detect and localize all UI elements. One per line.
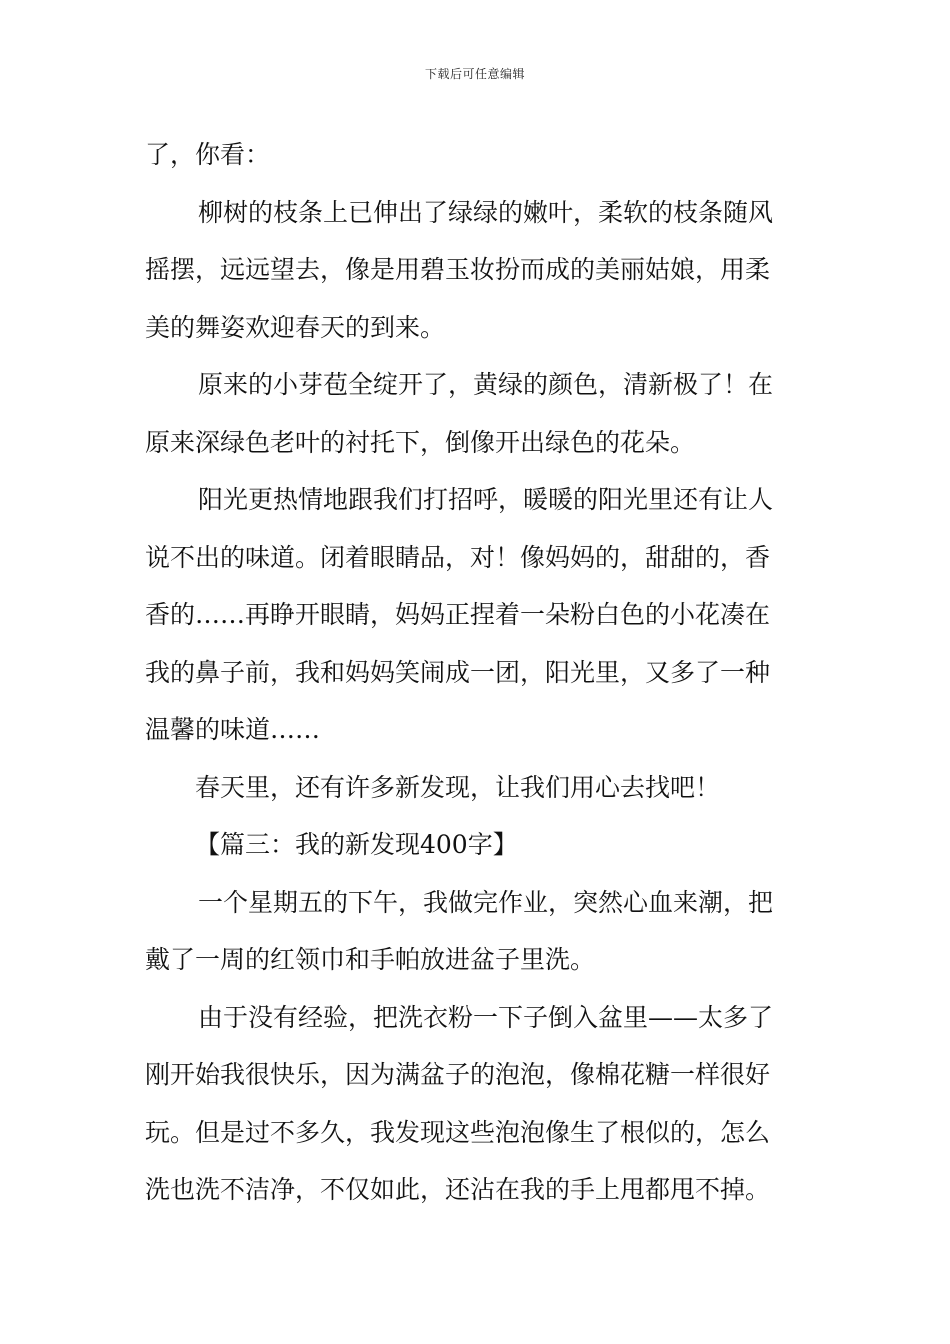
text-line: 戴了一周的红领巾和手帕放进盆子里洗。	[145, 945, 596, 974]
text-line: 洗也洗不洁净，不仅如此，还沾在我的手上甩都甩不掉。	[145, 1175, 771, 1204]
section-heading: 【篇三：我的新发现400字】	[195, 830, 518, 859]
text-line: 温馨的味道……	[145, 715, 321, 744]
text-line: 柳树的枝条上已伸出了绿绿的嫩叶，柔软的枝条随风	[198, 197, 774, 227]
text-line: 玩。但是过不多久，我发现这些泡泡像生了根似的，怎么	[145, 1117, 771, 1147]
text-line: 由于没有经验，把洗衣粉一下子倒入盆里——太多了	[198, 1002, 774, 1032]
text-line: 香的……再睁开眼睛，妈妈正捏着一朵粉白色的小花凑在	[145, 600, 771, 629]
text-line: 我的鼻子前，我和妈妈笑闹成一团，阳光里，又多了一种	[145, 657, 771, 687]
text-line: 美的舞姿欢迎春天的到来。	[145, 312, 446, 342]
text-line: 阳光更热情地跟我们打招呼，暖暖的阳光里还有让人	[198, 485, 774, 514]
page-header: 下载后可任意编辑	[424, 67, 525, 81]
text-line: 说不出的味道。闭着眼睛品，对！像妈妈的，甜甜的，香	[145, 542, 771, 572]
text-line: 原来深绿色老叶的衬托下，倒像开出绿色的花朵。	[145, 427, 696, 457]
body-text	[145, 126, 810, 1219]
text-line: 了，你看：	[145, 140, 271, 169]
text-line: 一个星期五的下午，我做完作业，突然心血来潮，把	[198, 887, 774, 917]
text-line: 刚开始我很快乐，因为满盆子的泡泡，像棉花糖一样很好	[145, 1060, 771, 1089]
text-line: 春天里，还有许多新发现，让我们用心去找吧！	[195, 772, 721, 802]
text-line: 摇摆，远远望去，像是用碧玉妆扮而成的美丽姑娘，用柔	[145, 255, 771, 284]
text-line: 原来的小芽苞全绽开了，黄绿的颜色，清新极了！在	[198, 370, 774, 399]
